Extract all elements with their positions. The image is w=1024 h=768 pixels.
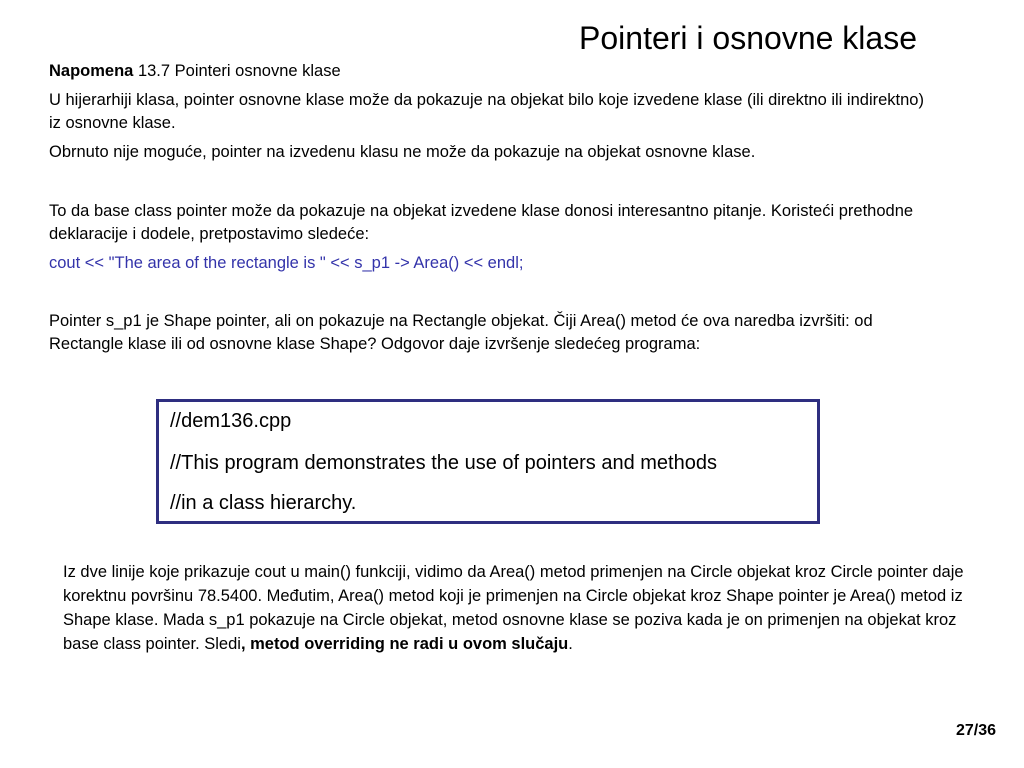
conclusion-end: . xyxy=(568,635,573,653)
note-text: 13.7 Pointeri osnovne klase xyxy=(133,62,341,80)
paragraph-reverse-not-possible: Obrnuto nije moguće, pointer na izvedenu klasu ne može da pokazuje na objekat osnovne klase. xyxy=(49,143,756,161)
code-line-2: //This program demonstrates the use of pointers and methods xyxy=(170,452,717,474)
paragraph-base-pointer: U hijerarhiji klasa, pointer osnovne klase može da pokazuje na objekat bilo koje izvedene klase (ili direktno ili indirektno) iz osnovne klase. xyxy=(49,91,924,132)
code-line-1: //dem136.cpp xyxy=(170,410,292,432)
note-label: Napomena xyxy=(49,62,134,80)
paragraph-interesting-question: To da base class pointer može da pokazuje na objekat izvedene klase donosi interesantno pitanje. Koristeći prethodne deklaracije i dodele, pretpostavimo sledeće: xyxy=(49,202,914,243)
note-heading xyxy=(49,60,929,83)
conclusion-text: Iz dve linije koje prikazuje cout u main() funkciji, vidimo da Area() metod primenjen na Circle objekat kroz Circle pointer daje korektnu površinu 78.5400. Međutim, Area() metod koji je primenjen na Circle objekat kroz Shape pointer je Area() metod iz Shape klase. Mada s_p1 pokazuje na Circle objekat, metod osnovne klase se poziva kada je on primenjen na objekat kroz base class pointer. Sledi xyxy=(63,563,964,653)
code-statement: cout << "The area of the rectangle is " << s_p1 -> Area() << endl; xyxy=(49,254,524,272)
slide-title: Pointeri i osnovne klase xyxy=(579,20,917,56)
conclusion-bold: , metod overriding ne radi u ovom slučaju xyxy=(240,635,569,653)
code-listing-box xyxy=(156,399,820,524)
paragraph-conclusion xyxy=(63,560,988,656)
page-number: 27/36 xyxy=(955,722,996,739)
code-line-3: //in a class hierarchy. xyxy=(170,492,357,514)
paragraph-shape-pointer: Pointer s_p1 je Shape pointer, ali on pokazuje na Rectangle objekat. Čiji Area() metod će ova naredba izvršiti: od Rectangle klase ili od osnovne klase Shape? Odgovor daje izvršenje sledećeg programa: xyxy=(49,312,873,353)
